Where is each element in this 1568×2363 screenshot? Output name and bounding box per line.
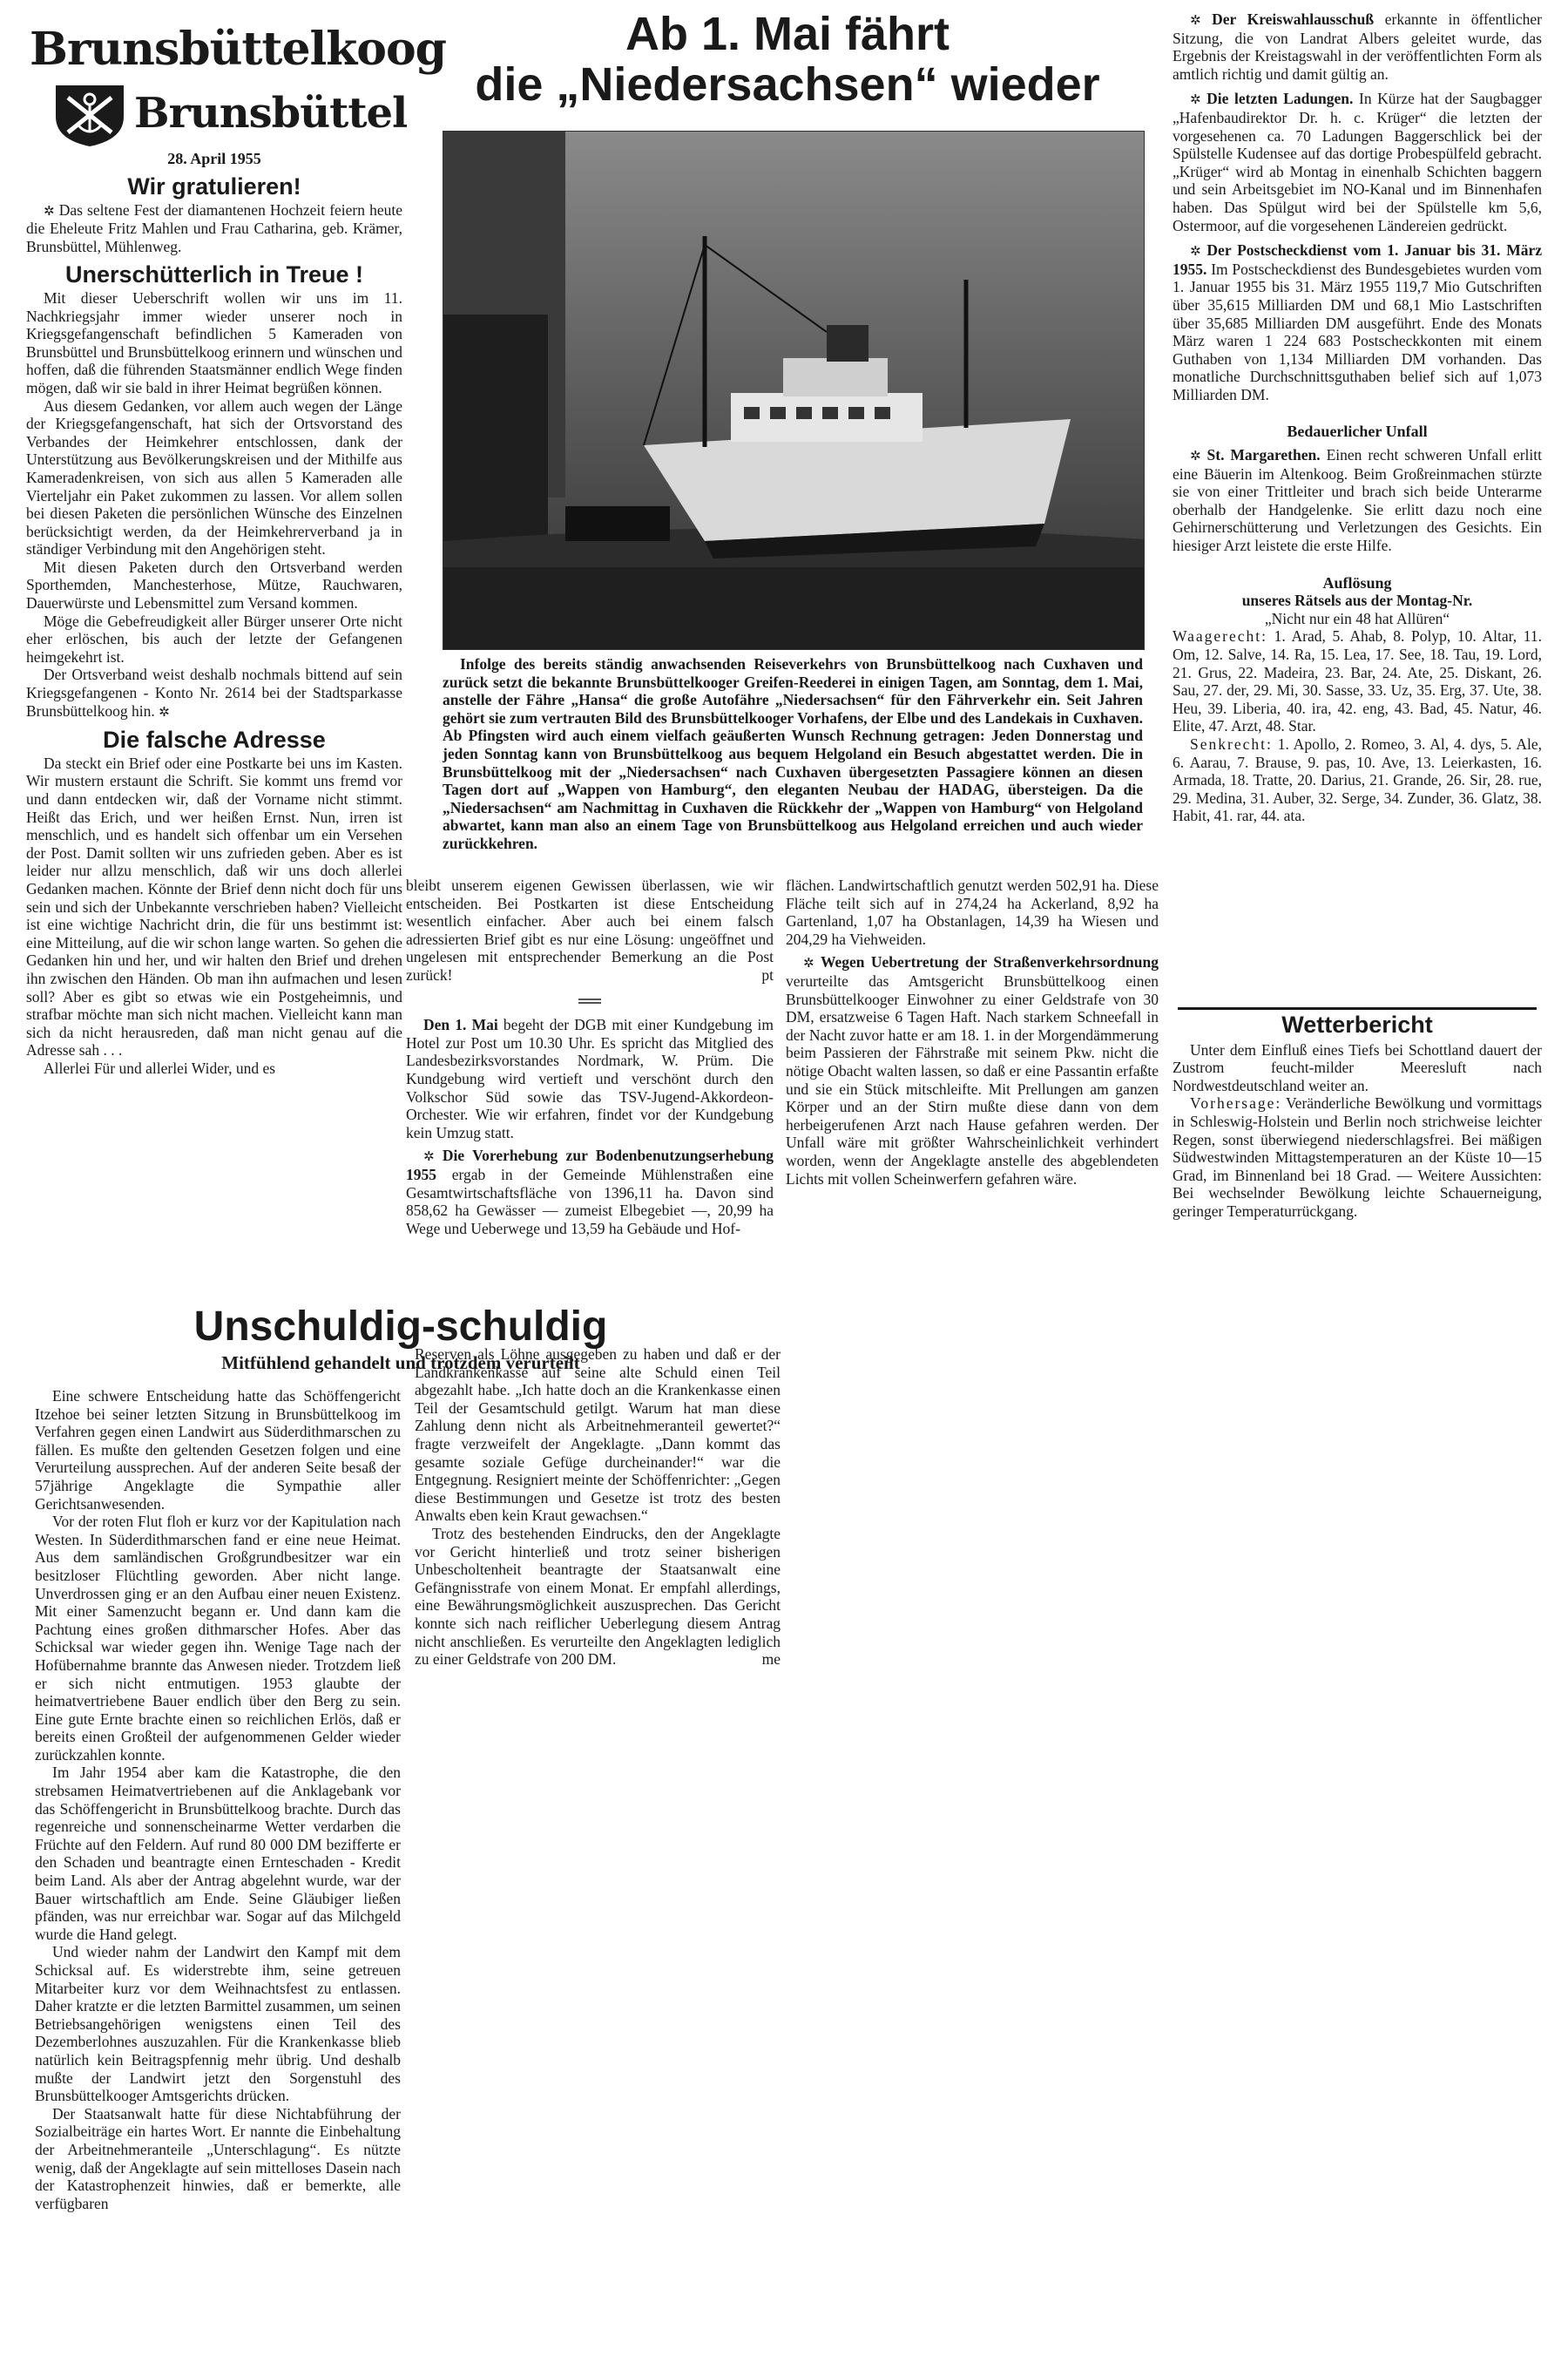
senkrecht-text: 1. Apollo, 2. Romeo, 3. Al, 4. dys, 5. Ale, 6. Aarau, 7. Brause, 9. pas, 10. Ave, 13. Leierkasten, 16. Armada, 18. Tratte, 20. Darius, 21. Grande, 26. Sir, 28. rue, 29. Medina, 31. Auber, 32. Serge, 34. Zunder, 36. Glatz, 38. Habit, 41. rar, 44. ata. <box>1173 735 1542 825</box>
verkehr-text: verurteilte das Amtsgericht Brunsbüttelkoog einen Brunsbüttelkooger Einwohner zu einer Geldstrafe von 30 DM, ersatzweise 6 Tagen Haft. Nach starkem Schneefall in der Nacht zuvor hatte er am 18. 1. in der Morgendämmerung beim Passieren der Fährstraße mit seinem Pkw. nicht die nötige Obacht walten lassen, so daß er eine Passantin erfaßte und sie ein Stück mitschleifte. Mit Prellungen am ganzen Körper und an der Stirn mußte diese dann von dem herbeigerufenen Arzt nach Hause gefahren werden. Der Unfall wäre mit größter Wahrscheinlichkeit verhindert worden, wenn der Angeklagte anstelle des abgeblendeten Lichts mit vollen Scheinwerfern gefahren wäre. <box>786 972 1159 1188</box>
unschuldig-b1: Reserven als Löhne ausgegeben zu haben und daß er der Landkrankenkasse auf seine alte Schuld einen Teil abgezahlt habe. „Ich hatte doch an die Krankenkasse einen Teil der Gesamtschuld getilgt. Warum hat man diese Zahlung denn nicht als Arbeitnehmeranteil gewertet?“ fragte verzweifelt der Angeklagte. „Dann kommt das gesamte soziale Gefüge durcheinander!“ war die Entgegnung. Resigniert meinte der Schöffenrichter: „Gegen diese Bestimmungen und Gesetze ist trotz des besten Anwalts eben kein Kraut gewachsen.“ <box>415 1345 781 1525</box>
senkrecht-label: Senkrecht: <box>1190 735 1273 753</box>
photo-caption <box>443 655 1143 853</box>
post-text: Im Postscheckdienst des Bundesgebietes wurden vom 1. Januar 1955 bis 31. März 1955 119,7 Mio Gutschriften über 35,615 Milliarden DM und 68,1 Mio Lastschriften über 35,685 Milliarden DM ausgeführt. Ende des Monats März waren 1 224 683 Postscheckkonten mit einem Guthaben von 1,134 Milliarden DM vorhanden. Das monatliche Durchschnittsguthaben belief sich auf 1,073 Milliarden DM. <box>1173 260 1542 403</box>
unschuldig-a4: Und wieder nahm der Landwirt den Kampf mit dem Schicksal auf. Es widerstrebte ihm, seine getreuen Mitarbeiter kurz vor dem Weihnachtsfest zu entlassen. Daher kratzte er die letzten Barmittel zusammen, um seinen Betriebsangehörigen wenigstens einen Teil des Dezemberlohnes auszuzahlen. Für die Krankenkasse blieb natürlich kein Beitragspfennig mehr übrig. Und deshalb mußte der Landwirt jetzt den Sorgenstuhl des Brunsbüttelkooger Amtsgerichts drücken. <box>35 1943 401 2105</box>
unschuldig-b2: Trotz des bestehenden Eindrucks, den der Angeklagte vor Gericht hinterließ und trotz seiner bisherigen Unbescholtenheit beantragte der Staatsanwalt eine Gefängnisstrafe von einem Monat. Er empfahl allerdings, eine Bewährungsmöglichkeit auszusprechen. Das Gericht konnte sich nach reiflicher Ueberlegung diesem Antrag nicht anschließen. Es verurteilte den Angeklagten lediglich zu einer Geldstrafe von 200 DM. <box>415 1524 781 1669</box>
issue-date: 28. April 1955 <box>167 150 261 167</box>
column-1 <box>26 173 402 1078</box>
column-4 <box>1173 10 1542 825</box>
raetsel-subtitle: unseres Rätsels aus der Montag-Nr. <box>1241 592 1473 610</box>
star-icon: ✲ <box>1190 91 1201 108</box>
treue-p5: Der Ortsverband weist deshalb nochmals bittend auf sein Kriegsgefangenen - Konto Nr. 2614 bei der Stadtsparkasse Brunsbüttelkoog hin. <box>26 666 402 720</box>
headline-line2: die „Niedersachsen“ wieder <box>475 58 1100 111</box>
headline-line1: Ab 1. Mai fährt <box>625 8 950 60</box>
treue-title: Unerschütterlich in Treue ! <box>64 261 364 288</box>
unfall-text: Einen recht schweren Unfall erlitt eine Bäuerin im Altenkoog. Beim Großreinmachen stürzte sie von einer Trittleiter und brach sich beide Unterarme oberhalb der Handgelenke. Sie erlitt dazu noch eine Gehirnerschütterung und Verletzungen des Gesichts. Ein hiesiger Arzt leistete die erste Hilfe. <box>1173 446 1542 555</box>
kreis-text: erkannte in öffentlicher Sitzung, die von Landrat Albers geleitet wurde, das Ergebnis der Kreistagswahl in der veröffentlichten Form als amtlich richtig und damit gültig an. <box>1173 10 1543 83</box>
masthead-line1: Brunsbüttelkoog <box>30 23 447 76</box>
author-signature: pt <box>761 965 774 984</box>
boden-text: ergab in der Gemeinde Mühlenstraßen eine Gesamtwirtschaftsfläche von 1396,11 ha. Davon sind 858,62 ha Gewässer — zumeist Elbegebiet —, 20,99 ha Wege und Ueberwege und 13,59 ha Gebäude und Hof- <box>406 1165 774 1237</box>
star-icon: ✲ <box>423 1148 435 1165</box>
treue-p4: Möge die Gebefreudigkeit aller Bürger unserer Orte nicht eher erlöschen, bis auch der letzte der Gefangenen heimgekehrt ist. <box>26 612 402 666</box>
raetsel-title: Auflösung <box>1322 573 1392 592</box>
ship-photo <box>443 131 1145 650</box>
photo-caption-text: Infolge des bereits ständig anwachsenden Reiseverkehrs von Brunsbüttelkoog nach Cuxhaven und zurück setzt die bekannte Brunsbüttelkooger Greifen-Reederei in einigen Tagen, am Sonntag, dem 1. Mai, anstelle der Fähre „Hansa“ die große Autofähre „Niedersachsen“ für den Fährverkehr ein. Seit Jahren gehört sie zum vertrauten Bild des Brunsbüttelkooger Vorhafens, der Elbe und des Landekais in Cuxhaven. Ab Pfingsten wird auch einem vielfach geäußerten Wunsch Rechnung getragen: Jeden Donnerstag und jeden Sonntag kann von Brunsbüttelkoog aus bequem Helgoland ein Besuch abgestattet werden. Die in Brunsbüttelkoog mit der „Niedersachsen“ nach Cuxhaven übergesetzten Passagiere können an diesen Tagen dort auf „Wappen von Hamburg“, den eleganten Neubau der HADAG, übersteigen. Da die „Niedersachsen“ am Nachmittag in Cuxhaven die Rückkehr der „Wappen von Hamburg“ von Helgoland abwartet, kann man also an einem Tage von Brunsbüttelkoog aus Helgoland erreichen und auch wieder zurückkehren. <box>443 655 1143 852</box>
star-icon: ✲ <box>1190 448 1201 464</box>
town-crest-icon <box>52 82 127 148</box>
separator-mark <box>406 992 774 1010</box>
wetter-title: Wetterbericht <box>1281 1012 1433 1038</box>
main-headline <box>416 9 1159 110</box>
masthead <box>26 23 447 171</box>
unfall-title: Bedauerlicher Unfall <box>1287 423 1428 441</box>
boden-lead: Die Vorerhebung zur Bodenbenutzungserhebung 1955 <box>406 1147 774 1183</box>
unschuldig-a2: Vor der roten Flut floh er kurz vor der Kapitulation nach Westen. In Süderdithmarschen fand er eine neue Heimat. Aus dem samländischen Großgrundbesitzer war ein besitzloser Flüchtling geworden. Aber nicht lange. Unverdrossen ging er an den Aufbau einer neuen Existenz. Mit einer Samenzucht begann er. Und dann kam die Pachtung eines großen dithmarscher Hofes. Aber das Schicksal war wieder gegen ihn. Wenige Tage nach der Hofübernahme brannte das Anwesen nieder. Trotzdem ließ er sich nicht entmutigen. 1953 glaubte der heimatvertriebene Bauer endlich über den Berg zu sein. Eine gute Ernte brachte einen so reichlichen Erlös, daß er bereits einen Großteil der aufgenommenen Gelder wieder zurückzahlen konnte. <box>35 1513 401 1764</box>
unschuldig-column-1 <box>35 1387 401 2212</box>
gratulation-text: Das seltene Fest der diamantenen Hochzeit feiern heute die Eheleute Fritz Mahlen und Frau Catharina, geb. Krämer, Brunsbüttel, Mühlenweg. <box>26 200 402 255</box>
gratulation-title: Wir gratulieren! <box>127 173 301 200</box>
verkehr-lead: Wegen Uebertretung der Straßenverkehrsordnung <box>820 953 1159 972</box>
unschuldig-title: Unschuldig-schuldig <box>193 1303 608 1350</box>
vorhersage-lead: Vorhersage: <box>1190 1094 1282 1113</box>
star-icon: ✲ <box>159 703 170 720</box>
masthead-line2: Brunsbüttel <box>134 89 408 138</box>
adresse-title: Die falsche Adresse <box>103 727 326 754</box>
column-3 <box>786 877 1159 1188</box>
boden-continued: flächen. Landwirtschaftlich genutzt werden 502,91 ha. Diese Fläche teilt sich auf in 274,24 ha Ackerland, 8,92 ha Gartenland, 1,07 ha Obstanlagen, 14,39 ha Wiesen und 204,29 ha Viehweiden. <box>786 877 1159 948</box>
unschuldig-a1: Eine schwere Entscheidung hatte das Schöffengericht Itzehoe bei seiner letzten Sitzung in Brunsbüttelkoog im Verfahren gegen einen Landwirt aus Süderdithmarschen zu fällen. Es mußte den geltenden Gesetzen folgen und eine Verurteilung aussprechen. Auf der anderen Seite besaß der 57jährige Angeklagte die Sympathie aller Gerichtsanwesenden. <box>35 1387 401 1513</box>
ladung-lead: Die letzten Ladungen. <box>1206 90 1354 108</box>
treue-p3: Mit diesen Paketen durch den Ortsverband werden Sporthemden, Manchesterhose, Mütze, Rauchwaren, Dauerwürste und Lebensmittel zum Versand kommen. <box>26 558 402 613</box>
unfall-lead: St. Margarethen. <box>1206 446 1321 464</box>
ladung-text: In Kürze hat der Saugbagger „Hafenbaudirektor Dr. h. c. Krüger“ die letzten der vorgesehenen ca. 70 Ladungen Baggerschlick bei der Spülstelle Kudensee auf das dortige Probespülfeld gebracht. „Krüger“ wird ab Montag in einenhalb Schichten baggern und sein Arbeitsgebiet im NO-Kanal und im Binnenhafen haben. Das Spülgut wird bei der Spülstelle km 5,6, Ostermoor, auf die vorgesehenen Ländereien gedrückt. <box>1173 90 1543 234</box>
star-icon: ✲ <box>1190 243 1201 260</box>
adresse-p1: Da steckt ein Brief oder eine Postkarte bei uns im Kasten. Wir mustern erstaunt die Schrift. Sie kommt uns fremd vor und dann entdecken wir, daß der Vorname nicht stimmt. Heißt das Erich, und wer heißen Ernst. Nun, irren ist menschlich, und es handelt sich offenbar um ein Versehen der Post. Damit sollten wir uns zufrieden geben. Aber es ist leider nur allzu menschlich, daß wir uns doch allerlei Gedanken machen. Könnte der Brief denn nicht doch für uns sein und sich der Unbekannte verschrieben haben? Vielleicht ist eine wichtige Nachricht drin, die für uns bestimmt ist: eine Mitteilung, auf die wir schon lange warten. So gehen die Gedanken hin und her, und wir halten den Brief und drehen ihn zwischen den Händen. Ob man ihn aufmachen und lesen soll? Aber es gibt so etwas wie ein Postgeheimnis, und strafbar möchte man sich nicht machen. Vielleicht kann man sich da nicht herausreden, daß man nicht genau auf die Adresse sah . . . <box>26 754 402 1060</box>
dgb-lead: Den 1. Mai <box>423 1016 498 1034</box>
unschuldig-subtitle: Mitfühlend gehandelt und trotzdem verurteilt <box>221 1352 580 1373</box>
ship-niedersachsen-image <box>443 132 1144 649</box>
star-icon: ✲ <box>44 202 55 219</box>
waagerecht-label: Waagerecht: <box>1173 627 1268 646</box>
wetter-text-2: Veränderliche Bewölkung und vormittags in Schleswig-Holstein und Berlin noch strichweise leichter Regen, sonst überwiegend niederschlagsfrei. Bei mäßigen Südwestwinden Mittagstemperaturen an der Küste 10—15 Grad, im Binnenland bei 18 Grad. — Weitere Aussichten: Bei wechselnder Bewölkung leichte Schauerneigung, geringer Temperaturrückgang. <box>1173 1094 1543 1220</box>
unschuldig-signature: me <box>761 1650 781 1669</box>
treue-p2: Aus diesem Gedanken, vor allem auch wegen der Länge der Kriegsgefangenschaft, hat sich der Ortsvorstand des Verbandes der Heimkehrer entschlossen, dank der Unterstützung aus Bevölkerungskreisen und der Mithilfe aus Kameradenkreisen, von sich aus allen 5 Kameraden alle Vierteljahr ein Paket zukommen zu lassen. Vor allem sollen bei diesen Paketen die persönlichen Wünsche des Einzelnen berücksichtigt werden, da der Heimkehrerverband ja in ständiger Verbindung mit den Angehörigen steht. <box>26 396 402 559</box>
kreis-lead: Der Kreiswahlausschuß <box>1212 10 1375 28</box>
adresse-continued: bleibt unserem eigenen Gewissen überlassen, wie wir entscheiden. Bei Postkarten ist diese Entscheidung wesentlich einfacher. Aber auch bei einem falsch adressierten Brief gibt es nur eine Lösung: ungeöffnet und ungelesen mit entsprechender Bemerkung an die Post zurück! <box>406 877 774 984</box>
raetsel-quote: „Nicht nur ein 48 hat Allüren“ <box>1264 609 1450 627</box>
adresse-p2: Allerlei Für und allerlei Wider, und es <box>44 1059 276 1077</box>
weather-divider <box>1178 1007 1537 1010</box>
waagerecht-text: 1. Arad, 5. Ahab, 8. Polyp, 10. Altar, 11. Om, 12. Salve, 14. Ra, 15. Lea, 17. See, 18. Tau, 19. Lord, 21. Grus, 22. Madeira, 23. Bar, 24. Ate, 25. Diskant, 26. Sau, 27. der, 29. Mi, 30. Sasse, 33. Uz, 35. Erg, 37. Ute, 38. Heu, 39. Liberia, 40. ira, 42. eng, 43. Bad, 45. Natur, 46. Elite, 47. Arzt, 48. Star. <box>1173 627 1542 735</box>
treue-p1: Mit dieser Ueberschrift wollen wir uns im 11. Nachkriegsjahr immer wieder unserer noch in Kriegsgefangenschaft befindlichen 5 Kameraden von Brunsbüttel und Brunsbüttelkoog erinnern und wünschen und hoffen, daß die führenden Staatsmänner endlich Wege finden mögen, daß wir sie bald in ihrer Heimat begrüßen können. <box>26 288 402 396</box>
column-2 <box>406 877 774 1237</box>
star-icon: ✲ <box>1190 12 1201 28</box>
unschuldig-column-2 <box>415 1345 781 1669</box>
unschuldig-a3: Im Jahr 1954 aber kam die Katastrophe, die den strebsamen Heimatvertriebenen auf die Anklagebank vor das Schöffengericht in Brunsbüttelkoog brachte. Durch das regenreiche und sonnenscheinarme Wetter verdarben die Früchte auf den Feldern. Auf rund 80 000 DM bezifferte er den Schaden und beantragte einen Ernteschaden - Kredit beim Land. Als aber der Antrag abgelehnt wurde, war der Bauer wirtschaftlich am Ende. Seine Gläubiger ließen pfänden, was nur erreichbar war. Sogar auf das Milchgeld wurde die Hand gelegt. <box>35 1764 401 1943</box>
dgb-text: begeht der DGB mit einer Kundgebung im Hotel zur Post um 10.30 Uhr. Es spricht das Mitglied des Landesbezirksvorstandes Nordmark, W. Prüm. Die Kundgebung wird vertieft und verschönt durch den Volkschor Süd sowie das TSV-Jugend-Akkordeon-Orchester. Wie wir erfahren, findet vor der Kundgebung kein Umzug statt. <box>406 1016 774 1141</box>
post-lead: Der Postscheckdienst vom 1. Januar bis 31. März 1955. <box>1173 241 1542 278</box>
unschuldig-a5: Der Staatsanwalt hatte für diese Nichtabführung der Sozialbeiträge ein hartes Wort. Er nannte die Einbehaltung der Arbeitnehmeranteile „Unterschlagung“. Es nützte wenig, daß der Angeklagte auf sein mittelloses Dasein nach der Katastrophenzeit hinwies, daß er bemerkte, alle verfügbaren <box>35 2104 401 2212</box>
weather-report <box>1173 1012 1543 1221</box>
star-icon: ✲ <box>803 955 814 972</box>
wetter-text-1: Unter dem Einfluß eines Tiefs bei Schottland dauert der Zustrom feucht-milder Meeresluft nach Nordwestdeutschland weiter an. <box>1173 1040 1542 1094</box>
